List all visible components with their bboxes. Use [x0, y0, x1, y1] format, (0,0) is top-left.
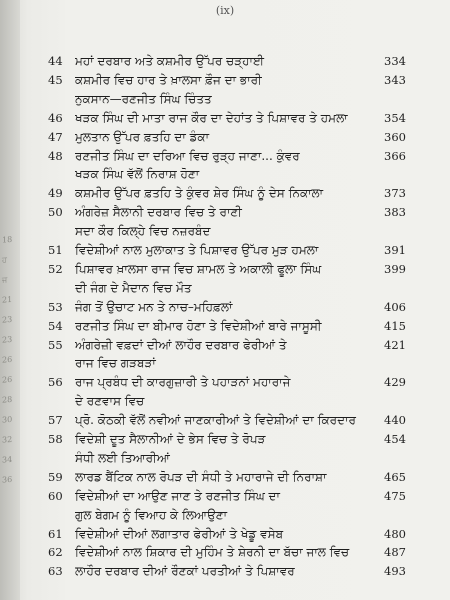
- chapter-title: ਅੰਗਰੇਜ਼ ਸੈਲਾਨੀ ਦਰਬਾਰ ਵਿਚ ਤੇ ਰਾਣੀ: [75, 205, 242, 219]
- margin-mark: 36: [2, 474, 13, 485]
- chapter-number: 45: [48, 73, 63, 87]
- chapter-title: ਵਿਦੇਸ਼ੀਆਂ ਨਾਲ ਮੁਲਾਕਾਤ ਤੇ ਪਿਸ਼ਾਵਰ ਉੱਪਰ ਮੁੜ ਹਮਲਾ: [75, 243, 319, 257]
- toc-entry: [0, 52, 450, 70]
- chapter-page-number: 354: [384, 111, 406, 125]
- toc-entry: [0, 298, 450, 316]
- toc-entry: [0, 222, 450, 240]
- chapter-title: ਮੁਲਤਾਨ ਉੱਪਰ ਫ਼ਤਹਿ ਦਾ ਡੰਕਾ: [75, 130, 210, 144]
- chapter-title: ਜੰਗ ਤੋਂ ਉਚਾਟ ਮਨ ਤੇ ਨਾਚ–ਮਹਿਫ਼ਲਾਂ: [75, 300, 233, 314]
- chapter-title: ਦੇ ਰਣਵਾਸ ਵਿਚ: [75, 394, 145, 408]
- chapter-title: ਲਾਹੌਰ ਦਰਬਾਰ ਦੀਆਂ ਰੌਣਕਾਂ ਪਰਤੀਆਂ ਤੇ ਪਿਸ਼ਾਵਰ: [75, 564, 295, 578]
- chapter-number: 52: [48, 262, 63, 276]
- toc-entry: [0, 147, 450, 165]
- chapter-page-number: 391: [384, 243, 406, 257]
- chapter-page-number: 429: [384, 375, 406, 389]
- chapter-number: 48: [48, 149, 63, 163]
- chapter-number: 50: [48, 205, 63, 219]
- page-number: (ix): [215, 4, 235, 17]
- chapter-number: 63: [48, 564, 63, 578]
- toc-entry: [0, 525, 450, 543]
- chapter-page-number: 480: [384, 527, 406, 541]
- margin-mark: 26: [2, 354, 13, 365]
- chapter-page-number: 493: [384, 564, 406, 578]
- chapter-number: 59: [48, 470, 63, 484]
- toc-entry: [0, 165, 450, 183]
- chapter-number: 51: [48, 243, 63, 257]
- chapter-page-number: 487: [384, 545, 406, 559]
- chapter-title: ਸਦਾ ਕੌਰ ਕਿਲ੍ਹੇ ਵਿਚ ਨਜ਼ਰਬੰਦ: [75, 224, 211, 238]
- chapter-page-number: 406: [384, 300, 406, 314]
- toc-entry: [0, 354, 450, 372]
- toc-entry: [0, 260, 450, 278]
- chapter-page-number: 415: [384, 319, 406, 333]
- chapter-page-number: 360: [384, 130, 406, 144]
- chapter-number: 60: [48, 489, 63, 503]
- chapter-page-number: 440: [384, 413, 406, 427]
- margin-mark: ਹ: [2, 255, 7, 265]
- margin-mark: 26: [2, 374, 13, 385]
- margin-mark: 34: [2, 454, 13, 465]
- chapter-number: 57: [48, 413, 63, 427]
- chapter-number: 53: [48, 300, 63, 314]
- chapter-page-number: 366: [384, 149, 406, 163]
- chapter-page-number: 475: [384, 489, 406, 503]
- chapter-title: ਵਿਦੇਸ਼ੀ ਦੂਤ ਸੈਲਾਨੀਆਂ ਦੇ ਭੇਸ ਵਿਚ ਤੇ ਰੋਪੜ: [75, 432, 266, 446]
- chapter-number: 55: [48, 338, 63, 352]
- toc-entry: [0, 128, 450, 146]
- chapter-title: ਪਿਸ਼ਾਵਰ ਖ਼ਾਲਸਾ ਰਾਜ ਵਿਚ ਸ਼ਾਮਲ ਤੇ ਅਕਾਲੀ ਫੂਲਾ ਸਿੰਘ: [75, 262, 322, 276]
- chapter-title: ਅੰਗਰੇਜ਼ੀ ਵਫ਼ਦਾਂ ਦੀਆਂ ਲਾਹੌਰ ਦਰਬਾਰ ਫੇਰੀਆਂ ਤੇ: [75, 338, 287, 352]
- margin-mark: ਜ: [2, 275, 8, 285]
- chapter-title: ਕਸ਼ਮੀਰ ਵਿਚ ਹਾਰ ਤੇ ਖ਼ਾਲਸਾ ਫ਼ੌਜ ਦਾ ਭਾਰੀ: [75, 73, 262, 87]
- chapter-title: ਵਿਦੇਸ਼ੀਆਂ ਦੀਆਂ ਲਗਾਤਾਰ ਫੇਰੀਆਂ ਤੇ ਖੇਡੂ ਵਸੇਬ: [75, 527, 284, 541]
- chapter-title: ਰਾਜ ਪ੍ਰਬੰਧ ਦੀ ਕਾਰਗੁਜ਼ਾਰੀ ਤੇ ਪਹਾੜਨਾਂ ਮਹਾਰਾਜੇ: [75, 375, 291, 389]
- chapter-number: 49: [48, 186, 63, 200]
- toc-entry: [0, 241, 450, 259]
- chapter-page-number: 383: [384, 205, 406, 219]
- toc-entry: [0, 109, 450, 127]
- toc-entry: [0, 562, 450, 580]
- toc-entry: [0, 543, 450, 561]
- chapter-title: ਸੰਧੀ ਲਈ ਤਿਆਰੀਆਂ: [75, 451, 170, 465]
- toc-entry: [0, 468, 450, 486]
- toc-entry: [0, 430, 450, 448]
- chapter-number: 46: [48, 111, 63, 125]
- chapter-title: ਰਣਜੀਤ ਸਿੰਘ ਦਾ ਦਰਿਆ ਵਿਚ ਰੁੜ੍ਹ ਜਾਣਾ... ਕੁੰਵਰ: [75, 149, 300, 163]
- chapter-page-number: 343: [384, 73, 406, 87]
- toc-entry: [0, 203, 450, 221]
- chapter-page-number: 454: [384, 432, 406, 446]
- chapter-page-number: 334: [384, 54, 406, 68]
- toc-entry: [0, 373, 450, 391]
- chapter-page-number: 465: [384, 470, 406, 484]
- margin-mark: 23: [2, 334, 13, 345]
- chapter-number: 58: [48, 432, 63, 446]
- chapter-title: ਲਾਰਡ ਬੈਂਟਿਕ ਨਾਲ ਰੋਪੜ ਦੀ ਸੰਧੀ ਤੇ ਮਹਾਰਾਜੇ ਦੀ ਨਿਰਾਸ਼ਾ: [75, 470, 327, 484]
- margin-mark: 30: [2, 414, 13, 425]
- toc-entry: [0, 336, 450, 354]
- chapter-number: 54: [48, 319, 63, 333]
- chapter-number: 47: [48, 130, 63, 144]
- chapter-title: ਰਾਜ ਵਿਚ ਗੜਬੜਾਂ: [75, 356, 156, 370]
- margin-mark: 23: [2, 314, 13, 325]
- chapter-title: ਰਣਜੀਤ ਸਿੰਘ ਦਾ ਬੀਮਾਰ ਹੋਣਾ ਤੇ ਵਿਦੇਸ਼ੀਆਂ ਬਾਰੇ ਜਾਸੂਸੀ: [75, 319, 322, 333]
- toc-entry: [0, 411, 450, 429]
- chapter-number: 62: [48, 545, 63, 559]
- chapter-title: ਖੜਕ ਸਿੰਘ ਦੀ ਮਾਤਾ ਰਾਜ ਕੌਰ ਦਾ ਦੇਹਾਂਤ ਤੇ ਪਿਸ਼ਾਵਰ ਤੇ ਹਮਲਾ: [75, 111, 348, 125]
- toc-entry: [0, 392, 450, 410]
- chapter-title: ਵਿਦੇਸ਼ੀਆਂ ਦਾ ਆਉਣ ਜਾਣ ਤੇ ਰਣਜੀਤ ਸਿੰਘ ਦਾ: [75, 489, 280, 503]
- toc-entry: [0, 317, 450, 335]
- chapter-page-number: 373: [384, 186, 406, 200]
- margin-mark: 21: [2, 294, 13, 305]
- toc-entry: [0, 90, 450, 108]
- chapter-title: ਪ੍ਰੋ. ਕੋਠਕੀ ਵੱਲੋਂ ਨਵੀਆਂ ਜਾਣਕਾਰੀਆਂ ਤੇ ਵਿਦੇਸ਼ੀਆਂ ਦਾ ਕਿਰਦਾਰ: [75, 413, 356, 427]
- margin-mark: 32: [2, 434, 13, 445]
- chapter-number: 44: [48, 54, 63, 68]
- chapter-title: ਗੁਲ ਬੇਗਮ ਨੂੰ ਵਿਆਹ ਕੇ ਲਿਆਉਣਾ: [75, 508, 228, 522]
- toc-entry: [0, 487, 450, 505]
- margin-mark: 18: [2, 234, 13, 245]
- chapter-page-number: 399: [384, 262, 406, 276]
- chapter-page-number: 421: [384, 338, 406, 352]
- toc-entry: [0, 449, 450, 467]
- toc-entry: [0, 71, 450, 89]
- toc-entry: [0, 184, 450, 202]
- margin-mark: 28: [2, 394, 13, 405]
- chapter-number: 56: [48, 375, 63, 389]
- chapter-title: ਵਿਦੇਸ਼ੀਆਂ ਨਾਲ ਸ਼ਿਕਾਰ ਦੀ ਮੁਹਿੰਮ ਤੇ ਸ਼ੇਰਨੀ ਦਾ ਬੱਚਾ ਜਾਲ ਵਿਚ: [75, 545, 350, 559]
- chapter-title: ਖੜਕ ਸਿੰਘ ਵੱਲੋਂ ਨਿਰਾਸ਼ ਹੋਣਾ: [75, 167, 200, 181]
- chapter-title: ਦੀ ਜੰਗ ਦੇ ਮੈਦਾਨ ਵਿਚ ਮੌਤ: [75, 281, 192, 295]
- chapter-number: 61: [48, 527, 63, 541]
- toc-entry: [0, 506, 450, 524]
- chapter-title: ਨੁਕਸਾਨ—ਰਣਜੀਤ ਸਿੰਘ ਚਿੰਤਤ: [75, 92, 212, 106]
- chapter-title: ਕਸ਼ਮੀਰ ਉੱਪਰ ਫ਼ਤਹਿ ਤੇ ਕੁੰਵਰ ਸ਼ੇਰ ਸਿੰਘ ਨੂੰ ਦੇਸ ਨਿਕਾਲਾ: [75, 186, 324, 200]
- chapter-title: ਮਹਾਂ ਦਰਬਾਰ ਅਤੇ ਕਸ਼ਮੀਰ ਉੱਪਰ ਚੜ੍ਹਾਈ: [75, 54, 265, 68]
- toc-entry: [0, 279, 450, 297]
